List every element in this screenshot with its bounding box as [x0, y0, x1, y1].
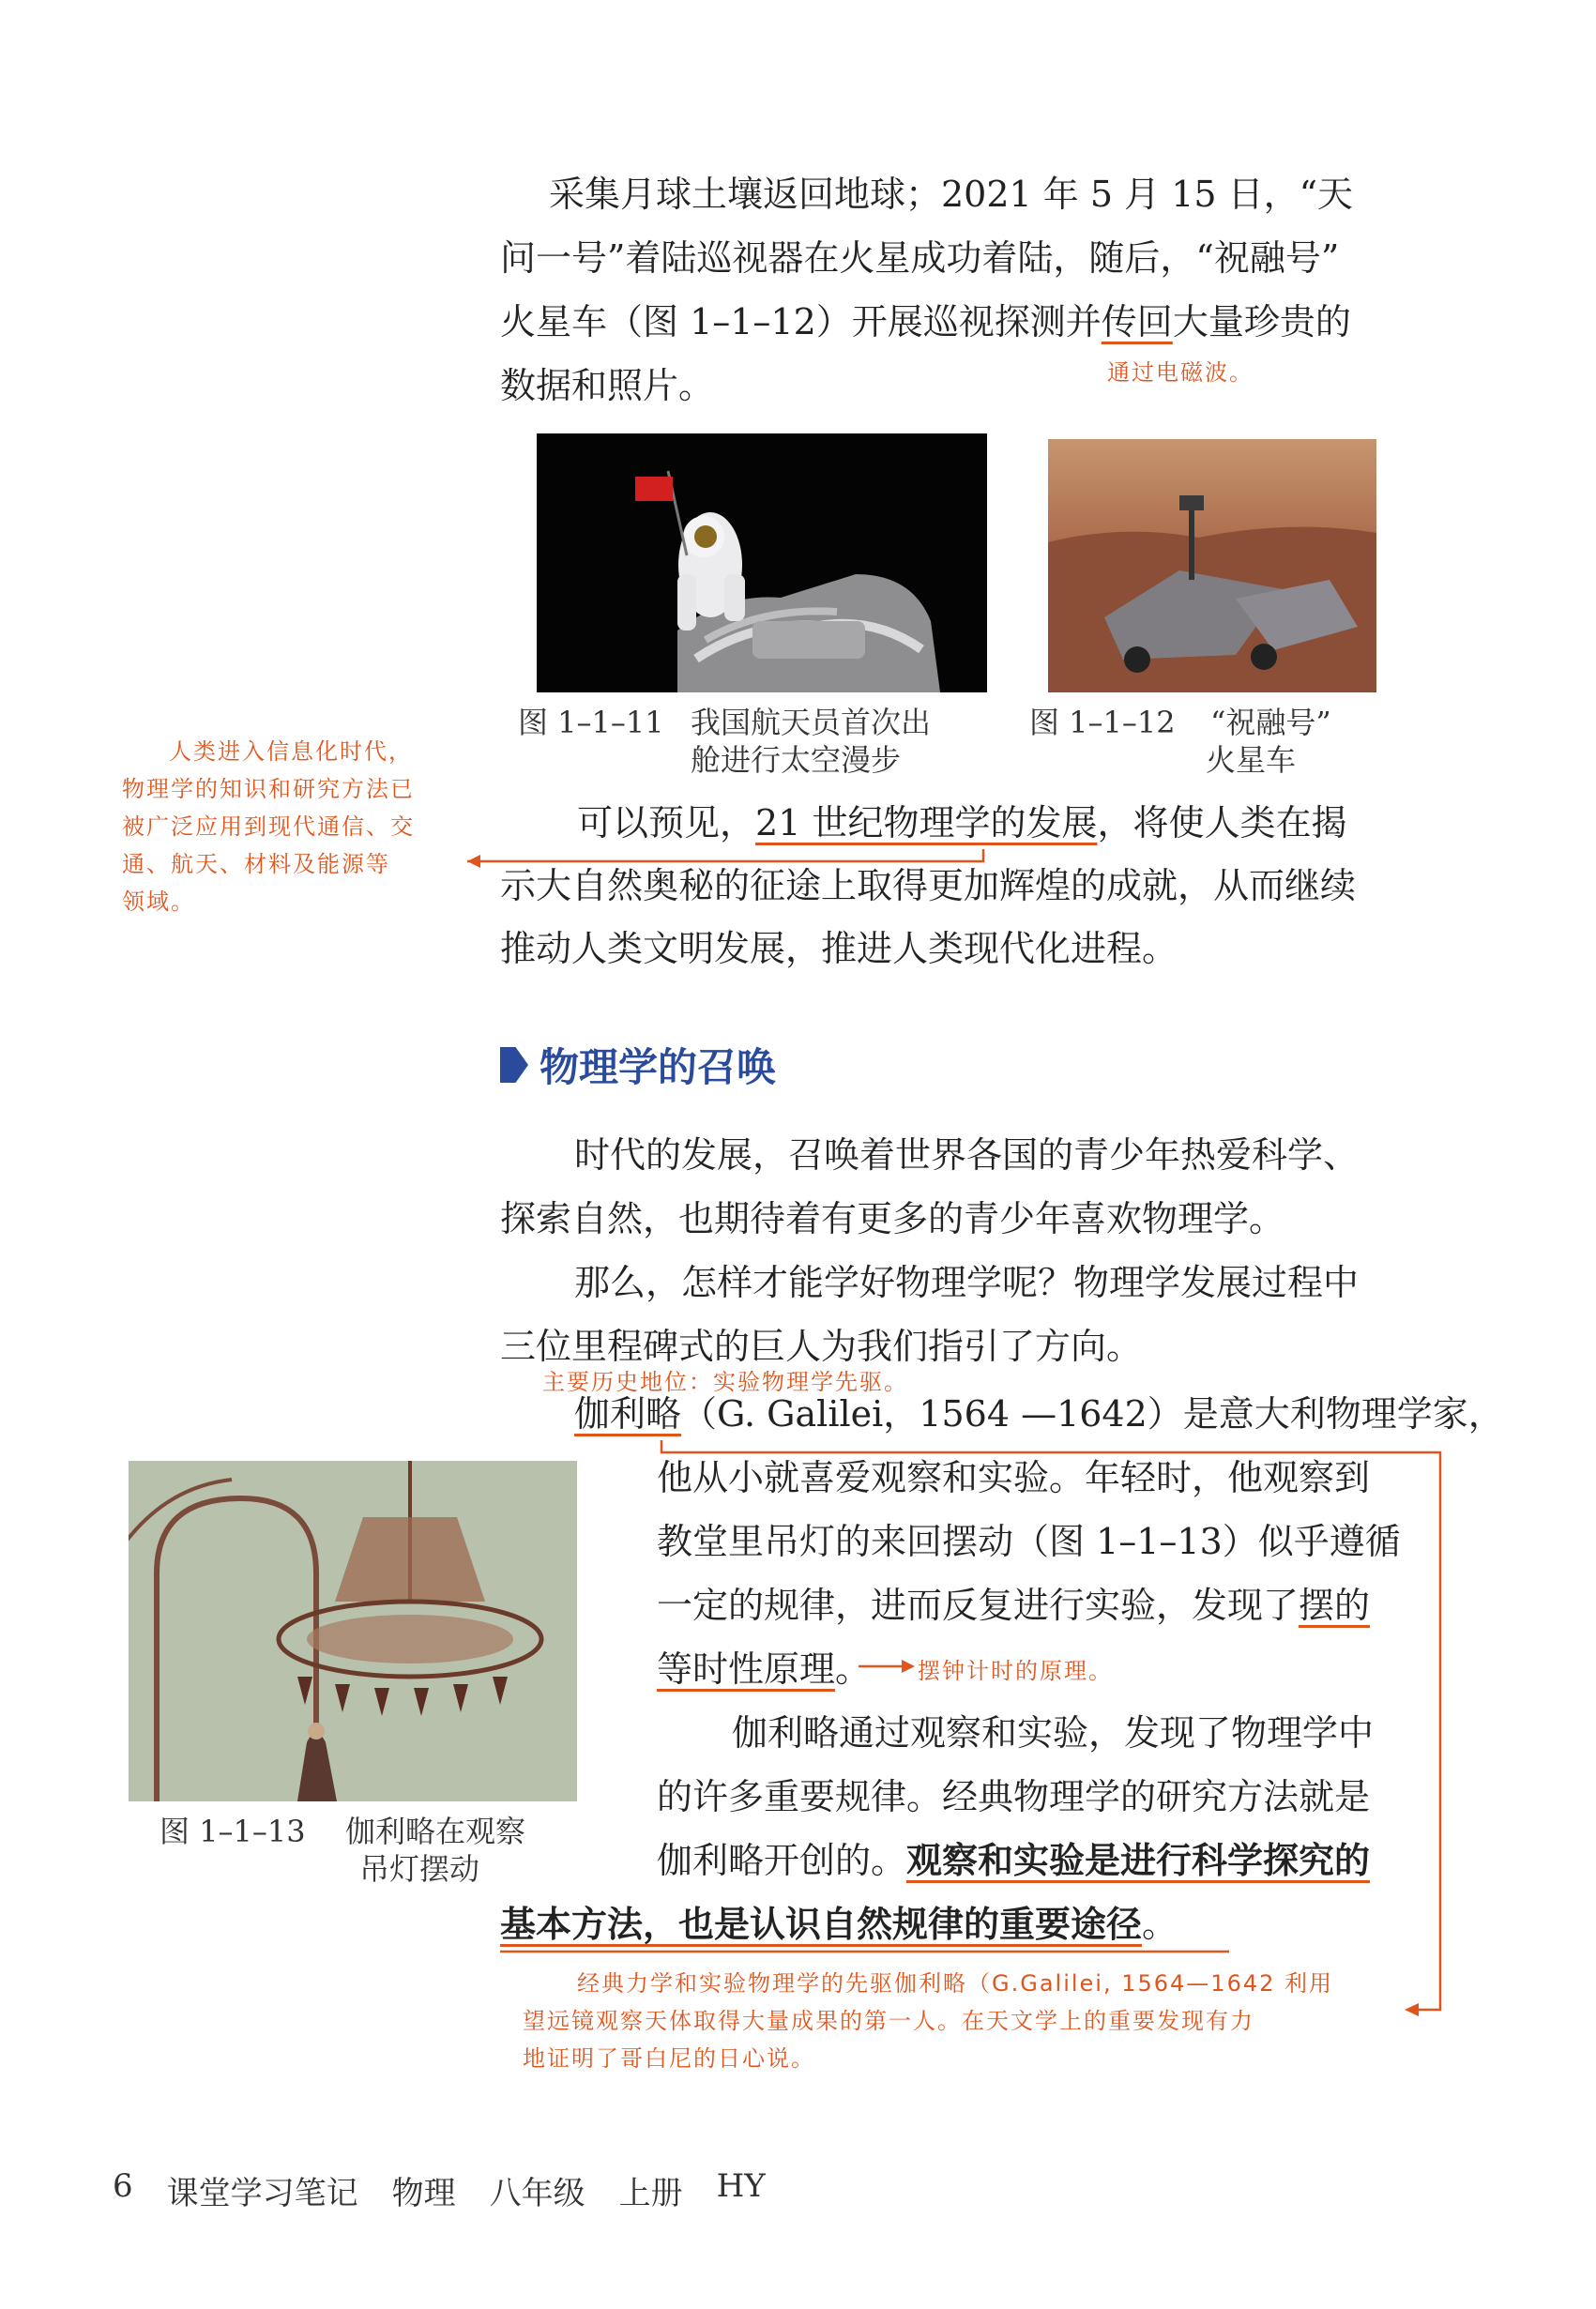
note-electromagnetic: 通过电磁波。 — [1107, 359, 1254, 386]
note-info-era-line3: 被广泛应用到现代通信、交 — [122, 813, 415, 840]
paragraph2-line3: 推动人类文明发展，推进人类现代化进程。 — [500, 928, 1178, 969]
note-info-era-line1: 人类进入信息化时代， — [169, 738, 413, 765]
volume: 上册 — [618, 2175, 683, 2212]
underlined-galileo: 伽利略 — [574, 1393, 682, 1435]
page-footer — [113, 2167, 766, 2213]
underlined-basic-method: 基本方法，也是认识自然规律的重要途径 — [500, 1903, 1143, 1945]
figure-11-caption-line2: 舱进行太空漫步 — [691, 742, 902, 778]
figure-11-number: 图 1–1–11 — [518, 705, 664, 740]
grade: 八年级 — [489, 2175, 585, 2212]
astronaut-illustration — [537, 433, 987, 692]
paragraph5-line1: 伽利略（G. Galilei，1564 —1642）是意大利物理学家， — [574, 1393, 1504, 1435]
paragraph2-line2: 示大自然奥秘的征途上取得更加辉煌的成就，从而继续 — [500, 865, 1357, 906]
underlined-pendulum: 摆的 — [1299, 1585, 1371, 1626]
note-info-era-line4: 通、航天、材料及能源等 — [122, 851, 390, 877]
paragraph6-line2: 的许多重要规律。经典物理学的研究方法就是 — [657, 1776, 1371, 1817]
page-number: 6 — [113, 2167, 133, 2205]
paragraph1-line1: 采集月球土壤返回地球；2021 年 5 月 15 日，“天 — [549, 174, 1354, 215]
paragraph1-line2: 问一号”着陆巡视器在火星成功着陆，随后，“祝融号” — [500, 237, 1340, 279]
paragraph4-line2: 三位里程碑式的巨人为我们指引了方向。 — [500, 1326, 1143, 1367]
paragraph5-line2: 他从小就喜爱观察和实验。年轻时，他观察到 — [657, 1457, 1371, 1498]
note-info-era-line5: 领域。 — [122, 889, 195, 915]
note-info-era-line2: 物理学的知识和研究方法已 — [122, 776, 415, 802]
note-galileo-line3: 地证明了哥白尼的日心说。 — [523, 2045, 815, 2072]
underlined-isochronism: 等时性原理 — [657, 1648, 836, 1690]
paragraph1-line3: 火星车（图 1–1–12）开展巡视探测并传回大量珍贵的 — [500, 301, 1351, 342]
paragraph5-line4: 一定的规律，进而反复进行实验，发现了摆的 — [657, 1585, 1371, 1626]
figure-13-caption-line2: 吊灯摆动 — [359, 1851, 480, 1887]
note-pendulum: 摆钟计时的原理。 — [918, 1658, 1113, 1684]
paragraph6-line4: 基本方法，也是认识自然规律的重要途径。 — [500, 1903, 1178, 1945]
underlined-observation-experiment: 观察和实验是进行科学探究的 — [906, 1839, 1371, 1881]
paragraph3-line1: 时代的发展，召唤着世界各国的青少年热爱科学、 — [574, 1134, 1360, 1176]
section-title: 物理学的召唤 — [540, 1044, 777, 1090]
chandelier-sketch — [129, 1461, 577, 1801]
paragraph3-line2: 探索自然，也期待着有更多的青少年喜欢物理学。 — [500, 1198, 1285, 1239]
note-galileo-line1: 经典力学和实验物理学的先驱伽利略（G.Galilei, 1564—1642 利用 — [577, 1970, 1334, 1997]
paragraph4-line1: 那么，怎样才能学好物理学呢？物理学发展过程中 — [574, 1262, 1360, 1303]
subject: 物理 — [391, 2175, 456, 2212]
paragraph5-line5: 等时性原理。 — [657, 1648, 872, 1690]
note-galileo-line2: 望远镜观察天体取得大量成果的第一人。在天文学上的重要发现有力 — [523, 2008, 1254, 2034]
mars-rover-photo — [1048, 439, 1376, 692]
figure-12-caption-line1: “祝融号” — [1210, 705, 1331, 740]
paragraph1-line4: 数据和照片。 — [500, 365, 715, 406]
section-heading — [500, 1037, 776, 1093]
mars-rover-illustration — [1048, 439, 1376, 692]
figure-11-caption-line1: 我国航天员首次出 — [691, 705, 932, 740]
astronaut-spacewalk-photo — [537, 433, 987, 692]
book-title: 课堂学习笔记 — [166, 2175, 358, 2212]
paragraph5-line3: 教堂里吊灯的来回摆动（图 1–1–13）似乎遵循 — [657, 1521, 1401, 1562]
underlined-transmit: 传回 — [1101, 301, 1173, 342]
paragraph6-line1: 伽利略通过观察和实验，发现了物理学中 — [732, 1712, 1375, 1754]
underlined-21st-century: 21 世纪物理学的发展 — [755, 802, 1098, 843]
note-history: 主要历史地位：实验物理学先驱。 — [542, 1369, 908, 1395]
figure-13-caption-line1: 伽利略在观察 — [345, 1814, 526, 1849]
edition: HY — [716, 2167, 766, 2205]
paragraph6-line3: 伽利略开创的。观察和实验是进行科学探究的 — [657, 1839, 1371, 1881]
galileo-chandelier-illustration — [129, 1461, 577, 1801]
section-marker-icon — [500, 1047, 528, 1083]
figure-12-caption-line2: 火星车 — [1206, 742, 1297, 778]
figure-13-number: 图 1–1–13 — [160, 1814, 306, 1849]
paragraph2-line1: 可以预见，21 世纪物理学的发展，将使人类在揭 — [577, 802, 1347, 843]
figure-12-number: 图 1–1–12 — [1029, 705, 1176, 740]
